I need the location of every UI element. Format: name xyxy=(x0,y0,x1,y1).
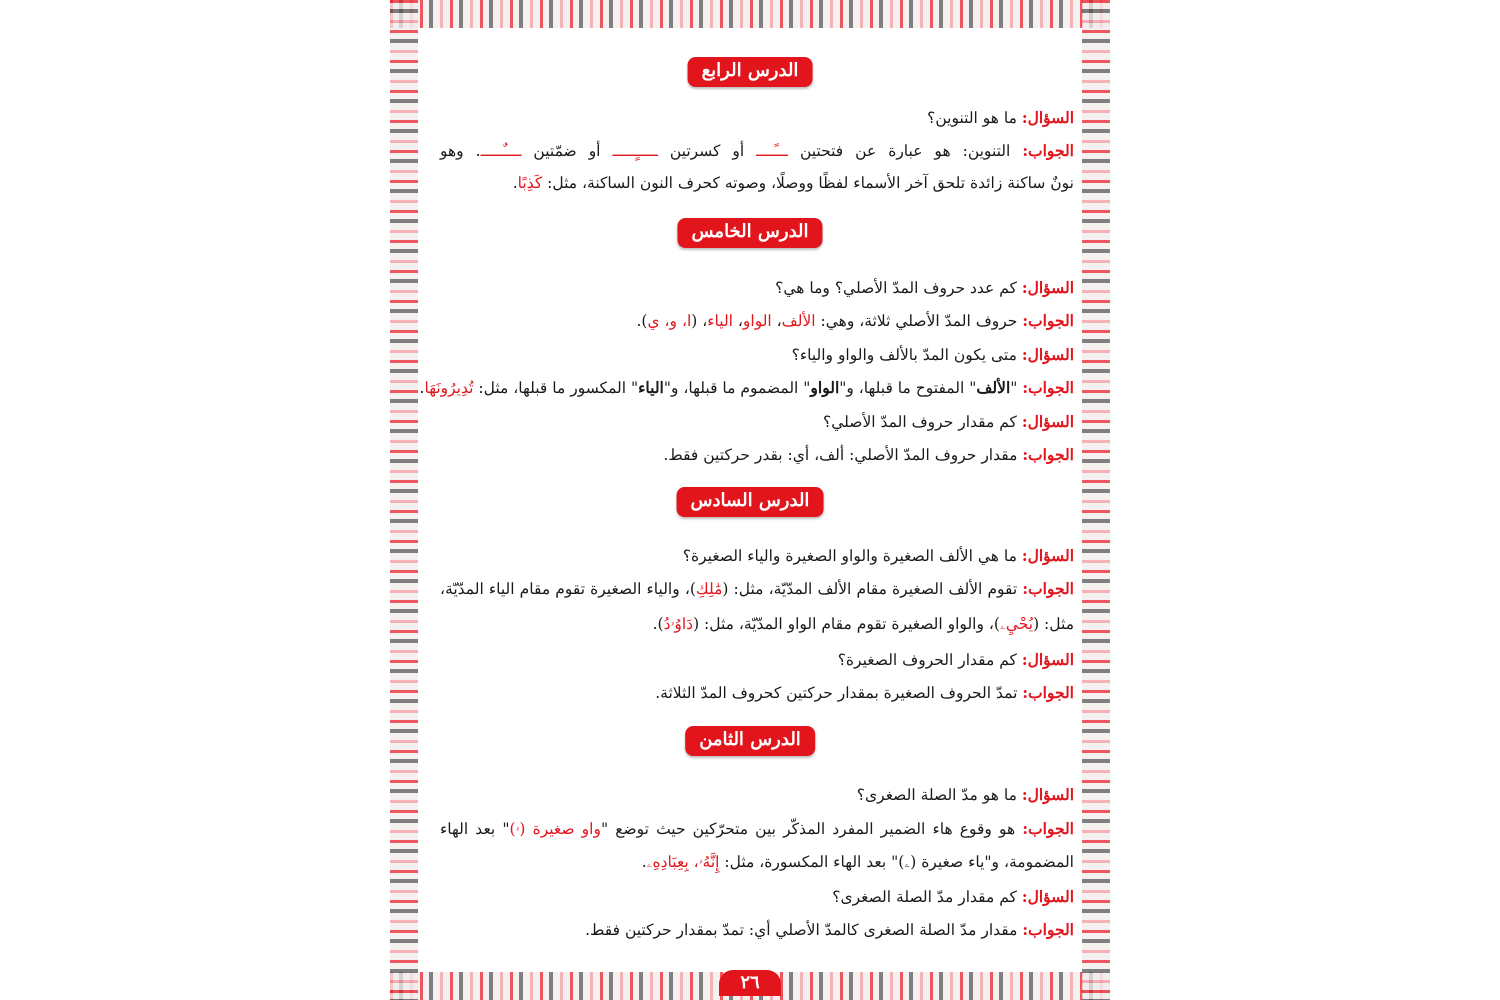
answer-line xyxy=(420,378,1074,397)
answer-continuation xyxy=(653,615,1074,634)
question-text: متى يكون المدّ بالألف والواو والياء؟ xyxy=(791,346,1022,364)
answer-text: المضمومة، و"ياء صغيرة (ۦ)" بعد الهاء المكسورة، مثل: xyxy=(719,853,1074,871)
answer-text: ، xyxy=(732,312,743,330)
answer-text: )، والياء الصغيرة تقوم مقام الياء المدّيّة، xyxy=(440,580,696,598)
answer-text: " المكسور ما قبلها، مثل: xyxy=(473,379,639,397)
answer-line xyxy=(440,141,1074,160)
answer-line xyxy=(636,311,1074,330)
question-label: السؤال: xyxy=(1021,345,1074,364)
bold-term: الواو xyxy=(810,378,840,397)
answer-line xyxy=(655,683,1074,702)
lesson-title: الدرس الثامن xyxy=(685,726,815,756)
question-label: السؤال: xyxy=(1021,108,1074,127)
answer-text: نونٌ ساكنة زائدة تلحق آخر الأسماء لفظًا ووصلًا، وصوته كحرف النون الساكنة، مثل: xyxy=(542,174,1074,192)
answer-line xyxy=(663,445,1074,464)
answer-text: مثل: ( xyxy=(1033,615,1074,633)
highlighted-term: ا، و، ي xyxy=(647,312,692,330)
answer-line xyxy=(585,920,1074,939)
answer-text: " xyxy=(1010,379,1023,397)
answer-label: الجواب: xyxy=(1022,311,1074,330)
question-label: السؤال: xyxy=(1021,785,1074,804)
answer-text: )، والواو الصغيرة تقوم مقام الواو المدّيّة، مثل: ( xyxy=(693,615,1000,633)
question-text: كم مقدار الحروف الصغيرة؟ xyxy=(837,651,1022,669)
answer-continuation xyxy=(513,174,1074,192)
answer-text: أو ضمّتين xyxy=(521,142,613,160)
question-text: كم مقدار مدّ الصلة الصغرى؟ xyxy=(832,888,1022,906)
bold-term: الألف xyxy=(976,378,1011,397)
question-text: كم مقدار حروف المدّ الأصلي؟ xyxy=(823,413,1022,431)
lesson-title: الدرس الرابع xyxy=(688,57,813,87)
question-line xyxy=(683,546,1074,565)
answer-text: " بعد الهاء xyxy=(440,820,510,838)
answer-text: تمدّ الحروف الصغيرة بمقدار حركتين كحروف المدّ الثلاثة. xyxy=(655,684,1023,702)
answer-label: الجواب: xyxy=(1022,445,1074,464)
highlighted-term: واو صغيرة (ۥ) xyxy=(509,820,601,838)
highlighted-term: ـــــٍـــــ xyxy=(612,142,658,160)
answer-text: ، xyxy=(771,312,782,330)
answer-label: الجواب: xyxy=(1022,378,1074,397)
answer-text: ). xyxy=(636,312,648,330)
highlighted-term: ــــٌـــــ xyxy=(480,142,522,160)
answer-text: . وهو xyxy=(440,142,481,160)
lesson-title: الدرس الخامس xyxy=(677,218,822,248)
highlighted-term: مَٰلِكِ xyxy=(695,580,723,598)
bold-term: الياء xyxy=(638,378,664,397)
answer-text: " المضموم ما قبلها، و" xyxy=(663,379,811,397)
answer-label: الجواب: xyxy=(1022,141,1074,160)
answer-text: ). xyxy=(652,615,664,633)
highlighted-term: كَذِبًا xyxy=(517,174,543,192)
answer-continuation xyxy=(642,853,1074,872)
highlighted-term: الياء xyxy=(707,312,733,330)
question-label: السؤال: xyxy=(1021,546,1074,565)
answer-label: الجواب: xyxy=(1022,579,1074,598)
highlighted-term: إِنَّهُۥ، بِعِبَادِهِۦ xyxy=(646,853,720,871)
question-line xyxy=(832,887,1074,906)
question-line xyxy=(775,278,1074,297)
answer-text: مقدار مدّ الصلة الصغرى كالمدّ الأصلي أي: تمدّ بمقدار حركتين فقط. xyxy=(585,921,1023,939)
highlighted-term: يُحْيِۦ xyxy=(999,615,1034,633)
question-label: السؤال: xyxy=(1021,412,1074,431)
highlighted-term: الواو xyxy=(742,312,772,330)
answer-text: " المفتوح ما قبلها، و" xyxy=(839,379,977,397)
answer-label: الجواب: xyxy=(1022,683,1074,702)
answer-label: الجواب: xyxy=(1022,920,1074,939)
question-line xyxy=(792,345,1074,364)
answer-line xyxy=(440,579,1074,598)
book-page xyxy=(390,0,1110,1000)
page-number: ٢٦ xyxy=(719,970,781,996)
highlighted-term: تُدِيرُونَهَا xyxy=(424,379,474,397)
answer-text: تقوم الألف الصغيرة مقام الألف المدّيّة، مثل: ( xyxy=(722,580,1023,598)
question-line xyxy=(927,108,1074,127)
highlighted-term: الألف xyxy=(781,312,816,330)
question-line xyxy=(823,412,1074,431)
answer-text: ، ( xyxy=(691,312,708,330)
answer-text: . xyxy=(641,853,647,871)
question-text: كم عدد حروف المدّ الأصلي؟ وما هي؟ xyxy=(775,279,1022,297)
page-content xyxy=(390,0,1110,1000)
question-text: ما هي الألف الصغيرة والواو الصغيرة والياء الصغيرة؟ xyxy=(682,547,1022,565)
highlighted-term: دَاوُۥدُ xyxy=(663,615,694,633)
highlighted-term: ـــًــــ xyxy=(756,142,788,160)
question-text: ما هو مدّ الصلة الصغرى؟ xyxy=(856,786,1022,804)
answer-text: مقدار حروف المدّ الأصلي: ألف، أي: بقدر حركتين فقط. xyxy=(663,446,1023,464)
answer-text: التنوين: هو عبارة عن فتحتين xyxy=(787,142,1023,160)
question-label: السؤال: xyxy=(1021,278,1074,297)
question-label: السؤال: xyxy=(1021,650,1074,669)
answer-text: أو كسرتين xyxy=(657,142,757,160)
question-text: ما هو التنوين؟ xyxy=(927,109,1022,127)
answer-text: حروف المدّ الأصلي ثلاثة، وهي: xyxy=(815,312,1023,330)
lesson-title: الدرس السادس xyxy=(677,487,824,517)
answer-text: هو وقوع هاء الضمير المفرد المذكّر بين متحرّكين حيث توضع " xyxy=(600,820,1023,838)
answer-text: . xyxy=(512,174,518,192)
answer-label: الجواب: xyxy=(1022,819,1074,838)
question-line xyxy=(838,650,1074,669)
question-line xyxy=(857,785,1074,804)
answer-text: . xyxy=(419,379,425,397)
question-label: السؤال: xyxy=(1021,887,1074,906)
answer-line xyxy=(440,819,1074,839)
